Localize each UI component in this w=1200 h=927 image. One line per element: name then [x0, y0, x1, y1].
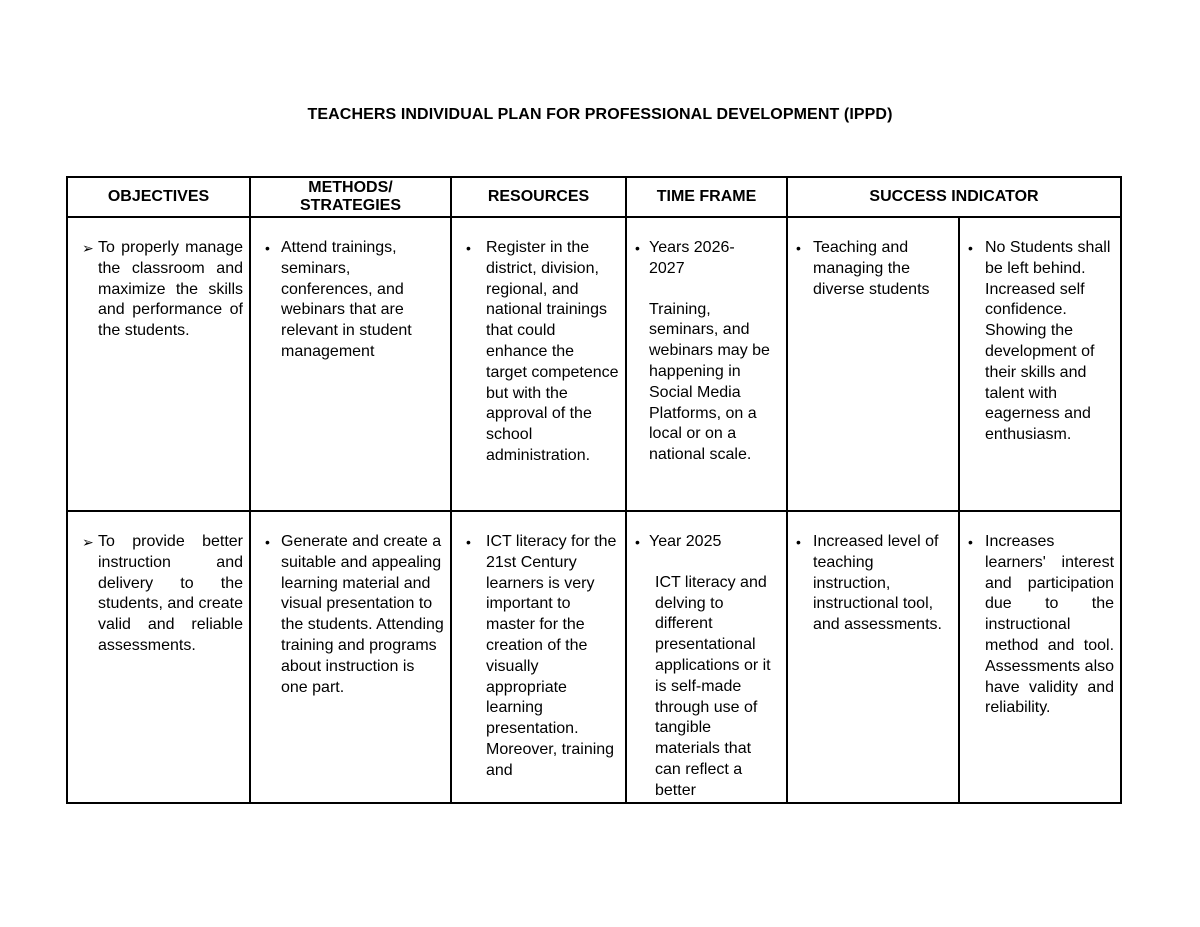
resource-text: ICT literacy for the 21st Century learners is very important to master for the creation of the visually appropriate learning presentation. Moreover, training and [486, 533, 617, 779]
success-b-text: Increases learners' interest and participation due to the instructional method and tool. Assessments also have validity and reliability. [985, 533, 1115, 717]
resource-cell [451, 511, 626, 803]
success-b-text: No Students shall be left behind. Increased self confidence. Showing the development of their skills and talent with eagerness and enthusiasm. [985, 239, 1111, 444]
objective-text: To provide better instruction and delivery to the students, and create valid and reliable assessments. [98, 533, 243, 654]
success-cell-a [787, 511, 959, 803]
timeframe-cell [626, 217, 787, 511]
header-objectives: OBJECTIVES [67, 177, 250, 217]
header-resources: RESOURCES [451, 177, 626, 217]
timeframe-detail: ICT literacy and delving to different presentational applications or it is self-made through use of tangible materials that can reflect a better [655, 573, 771, 799]
header-success: SUCCESS INDICATOR [787, 177, 1121, 217]
success-cell-b [959, 217, 1121, 511]
timeframe-year: Years 2026-2027 [649, 239, 735, 277]
objective-cell [67, 217, 250, 511]
dot-bullet-icon: • [635, 534, 640, 550]
ippd-table [66, 176, 1122, 804]
resource-cell [451, 217, 626, 511]
dot-bullet-icon: • [466, 534, 471, 550]
timeframe-year: Year 2025 [649, 533, 722, 550]
dot-bullet-icon: • [265, 534, 270, 550]
arrow-bullet-icon: ➢ [82, 534, 94, 550]
resource-text: Register in the district, division, regional, and national trainings that could enhance the target competence but with the approval of the school administration. [486, 239, 619, 464]
dot-bullet-icon: • [968, 534, 973, 550]
dot-bullet-icon: • [968, 240, 973, 256]
table-row [67, 217, 1121, 511]
header-methods [250, 177, 451, 217]
header-timeframe: TIME FRAME [626, 177, 787, 217]
dot-bullet-icon: • [796, 534, 801, 550]
arrow-bullet-icon: ➢ [82, 240, 94, 256]
dot-bullet-icon: • [466, 240, 471, 256]
dot-bullet-icon: • [635, 240, 640, 256]
method-text: Attend trainings, seminars, conferences, and webinars that are relevant in student management [281, 239, 412, 360]
objective-text: To properly manage the classroom and maximize the skills and performance of the students. [98, 239, 243, 340]
method-cell [250, 217, 451, 511]
success-a-text: Increased level of teaching instruction, instructional tool, and assessments. [813, 533, 942, 634]
header-methods-label: METHODS/ STRATEGIES [299, 179, 402, 214]
table-row [67, 511, 1121, 803]
header-row [67, 177, 1121, 217]
page-title: TEACHERS INDIVIDUAL PLAN FOR PROFESSIONAL DEVELOPMENT (IPPD) [307, 106, 893, 123]
timeframe-detail: Training, seminars, and webinars may be happening in Social Media Platforms, on a local or on a national scale. [649, 300, 770, 464]
method-text: Generate and create a suitable and appealing learning material and visual presentation to the students. Attending training and programs about instruction is one part. [281, 533, 444, 696]
dot-bullet-icon: • [265, 240, 270, 256]
objective-cell [67, 511, 250, 803]
success-a-text: Teaching and managing the diverse students [813, 239, 930, 298]
success-cell-b [959, 511, 1121, 803]
timeframe-cell [626, 511, 787, 803]
success-cell-a [787, 217, 959, 511]
method-cell [250, 511, 451, 803]
dot-bullet-icon: • [796, 240, 801, 256]
